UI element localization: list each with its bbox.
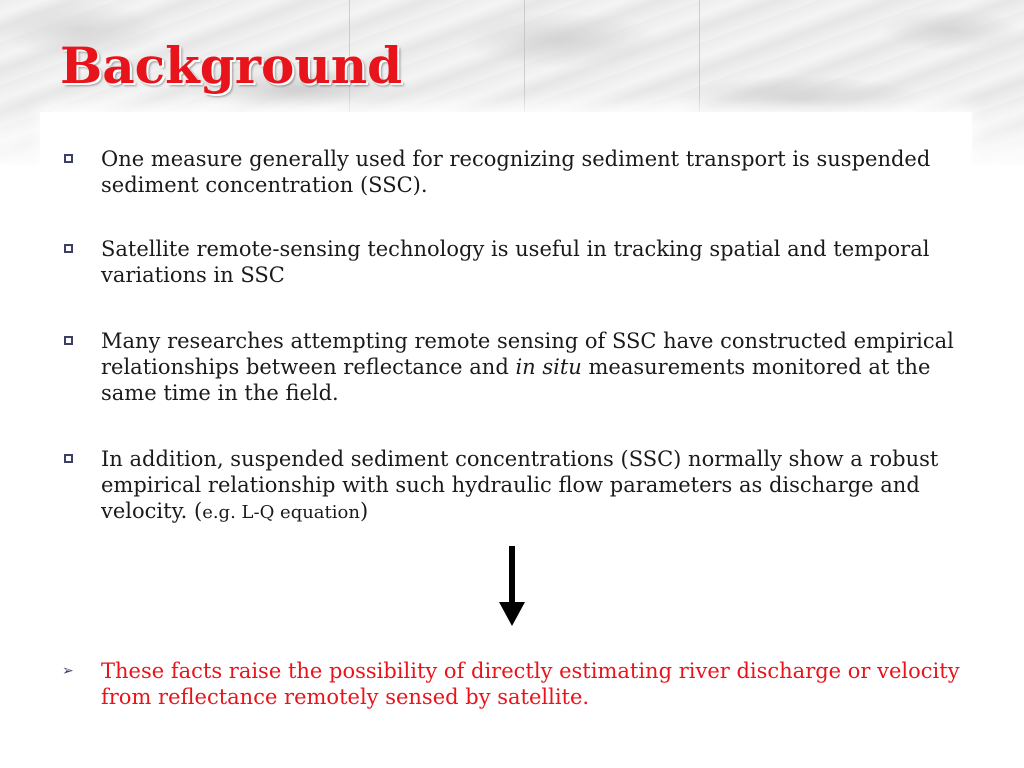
bullet-item — [60, 328, 970, 406]
bullet-text-end: ) — [359, 499, 369, 523]
bullet-text-small: e.g. L-Q equation — [202, 502, 360, 523]
conclusion-text: These facts raise the possibility of directly estimating river discharge or velocity from reflectance remotely sensed by satellite. — [101, 659, 960, 709]
hollow-square-bullet-icon — [64, 154, 73, 163]
down-arrow-icon — [498, 546, 526, 626]
bullet-item — [60, 236, 970, 288]
bullet-text-before: Many researches attempting remote sensing of SSC have constructed empirical relationships between reflectance and — [101, 329, 954, 379]
hollow-square-bullet-icon — [64, 336, 73, 345]
bullet-item — [60, 446, 970, 526]
hollow-square-bullet-icon — [64, 244, 73, 253]
bullet-text: One measure generally used for recognizing sediment transport is suspended sediment concentration (SSC). — [101, 147, 931, 197]
arrowhead-bullet-icon: ➢ — [62, 663, 74, 679]
bullet-text-italic: in situ — [515, 355, 582, 379]
bullet-text-main: In addition, suspended sediment concentrations (SSC) normally show a robust empirical relationship with such hydraulic flow parameters as discharge and velocity. ( — [101, 447, 939, 523]
bullet-text: Satellite remote-sensing technology is useful in tracking spatial and temporal variations in SSC — [101, 237, 930, 287]
bullet-item — [60, 146, 970, 198]
bullet-text-after: measurements monitored at the same time in the field. — [101, 355, 931, 405]
conclusion-bullet — [60, 658, 980, 710]
hollow-square-bullet-icon — [64, 454, 73, 463]
slide-title: Background — [60, 36, 403, 95]
conclusion-item — [60, 658, 980, 710]
bullet-list — [60, 146, 970, 564]
